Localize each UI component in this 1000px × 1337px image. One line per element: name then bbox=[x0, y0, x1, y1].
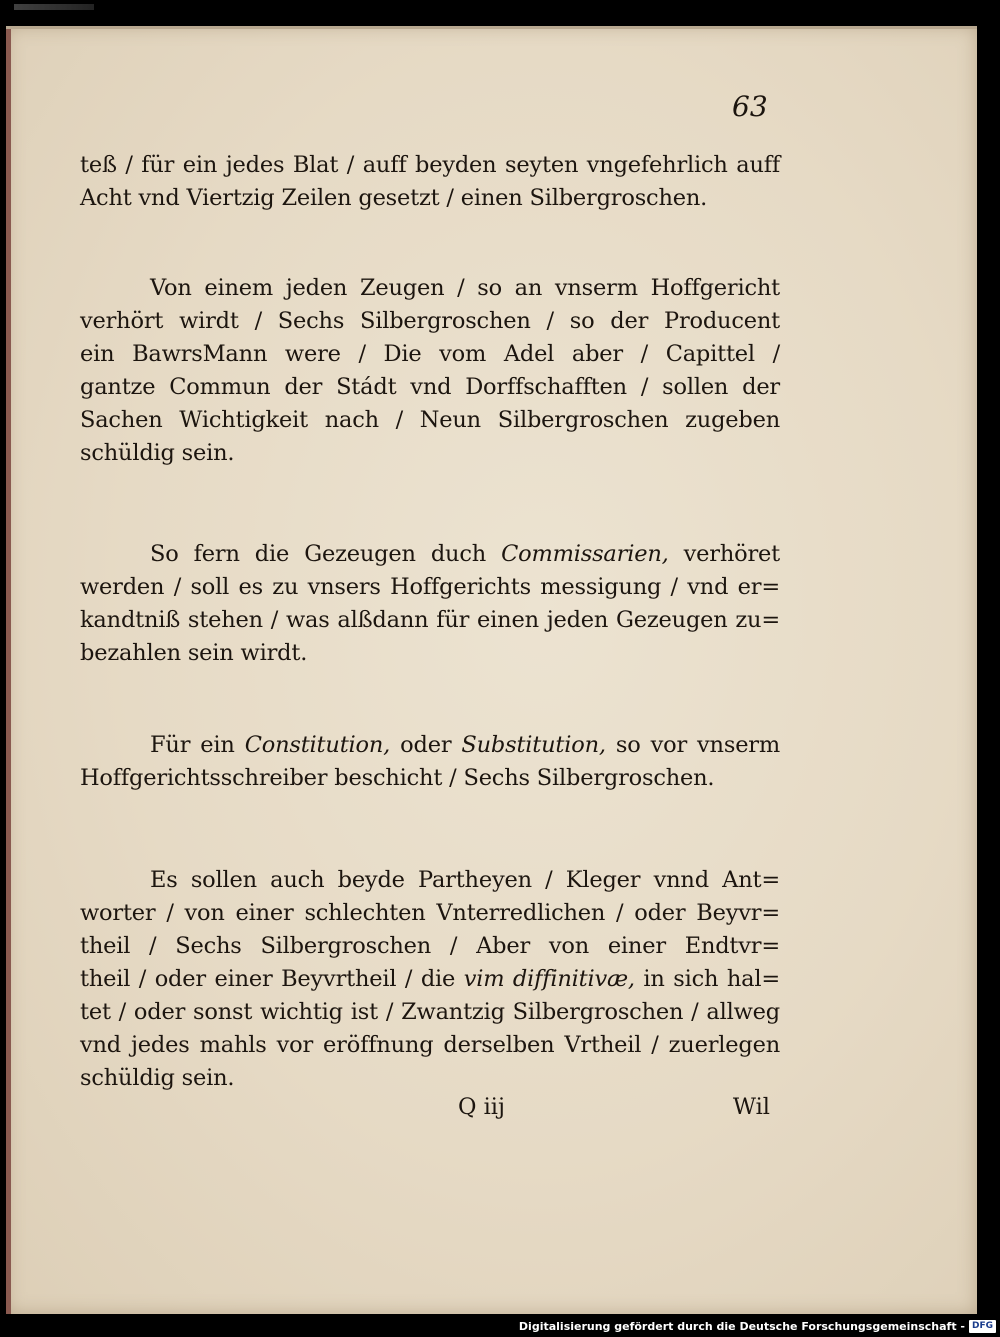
italic-latin-term: vim diffinitivæ, bbox=[463, 966, 635, 992]
text-segment: verhöret bbox=[668, 541, 780, 567]
text-segment: verhört wirdt / Sechs Silbergroschen / so der Producent bbox=[80, 308, 780, 334]
text-line bbox=[80, 864, 780, 897]
text-segment: Für ein bbox=[150, 732, 245, 758]
text-segment: So fern die Gezeugen duch bbox=[150, 541, 502, 567]
italic-latin-term: Substitution, bbox=[461, 732, 606, 758]
text-line bbox=[80, 338, 780, 371]
paragraph-2 bbox=[80, 272, 780, 470]
italic-latin-term: Constitution, bbox=[244, 732, 391, 758]
text-segment: theil / oder einer Beyvrtheil / die bbox=[80, 966, 464, 992]
text-line bbox=[80, 149, 780, 182]
text-segment: vnd jedes mahls vor eröffnung derselben Vrtheil / zuerlegen bbox=[80, 1032, 780, 1058]
text-segment: Von einem jeden Zeugen / so an vnserm Hoffgericht bbox=[150, 275, 780, 301]
text-line bbox=[80, 963, 780, 996]
page-top-edge bbox=[6, 26, 977, 29]
text-segment: bezahlen sein wirdt. bbox=[80, 640, 308, 666]
text-segment: ein BawrsMann were / Die vom Adel aber / Capittel / bbox=[80, 341, 780, 367]
text-segment: werden / soll es zu vnsers Hoffgerichts messigung / vnd er= bbox=[80, 574, 780, 600]
dfg-logo-icon: DFG bbox=[969, 1320, 996, 1333]
text-line bbox=[80, 930, 780, 963]
text-segment: Acht vnd Viertzig Zeilen gesetzt / einen Silbergroschen. bbox=[80, 185, 708, 211]
text-segment: Es sollen auch beyde Partheyen / Kleger vnnd Ant= bbox=[150, 867, 780, 893]
text-segment: in sich hal= bbox=[634, 966, 780, 992]
page-number: 63 bbox=[732, 90, 768, 123]
text-line bbox=[80, 272, 780, 305]
dfg-funding-text: Digitalisierung gefördert durch die Deutsche Forschungsgemeinschaft - bbox=[518, 1320, 965, 1333]
paragraph-5 bbox=[80, 864, 780, 1095]
text-line bbox=[80, 571, 780, 604]
text-segment: so vor vnserm bbox=[605, 732, 780, 758]
text-segment: gantze Commun der Stádt vnd Dorffschafften / sollen der bbox=[80, 374, 780, 400]
text-segment: Sachen Wichtigkeit nach / Neun Silbergroschen zugeben bbox=[80, 407, 780, 433]
signature-mark: Q iij bbox=[458, 1094, 505, 1120]
text-line bbox=[80, 404, 780, 437]
page-binding-edge bbox=[6, 26, 11, 1314]
text-line bbox=[80, 996, 780, 1029]
text-segment: oder bbox=[390, 732, 462, 758]
text-line bbox=[80, 637, 780, 670]
text-line bbox=[80, 897, 780, 930]
paragraph-4 bbox=[80, 729, 780, 795]
text-segment: schüldig sein. bbox=[80, 440, 235, 466]
text-segment: tet / oder sonst wichtig ist / Zwantzig Silbergroschen / allweg bbox=[80, 999, 780, 1025]
text-segment: Hoffgerichtsschreiber beschicht / Sechs Silbergroschen. bbox=[80, 765, 715, 791]
text-line bbox=[80, 437, 780, 470]
text-line bbox=[80, 371, 780, 404]
text-line bbox=[80, 182, 780, 215]
text-segment: kandtniß stehen / was alßdann für einen jeden Gezeugen zu= bbox=[80, 607, 780, 633]
catchword: Wil bbox=[732, 1094, 770, 1120]
page-footer-line bbox=[80, 1091, 770, 1124]
dfg-funding-banner bbox=[519, 1319, 996, 1334]
text-line bbox=[80, 1029, 780, 1062]
text-segment: teß / für ein jedes Blat / auff beyden seyten vngefehrlich auff bbox=[80, 152, 780, 178]
text-line bbox=[80, 538, 780, 571]
text-segment: theil / Sechs Silbergroschen / Aber von einer Endtvr= bbox=[80, 933, 780, 959]
paragraph-3 bbox=[80, 538, 780, 670]
text-segment: worter / von einer schlechten Vnterredlichen / oder Beyvr= bbox=[80, 900, 780, 926]
text-segment: schüldig sein. bbox=[80, 1065, 235, 1091]
paragraph-1 bbox=[80, 149, 780, 215]
text-line bbox=[80, 604, 780, 637]
text-line bbox=[80, 729, 780, 762]
scan-corner-mark bbox=[14, 4, 94, 10]
text-line bbox=[80, 762, 780, 795]
italic-latin-term: Commissarien, bbox=[501, 541, 669, 567]
text-line bbox=[80, 305, 780, 338]
book-page bbox=[6, 26, 977, 1314]
